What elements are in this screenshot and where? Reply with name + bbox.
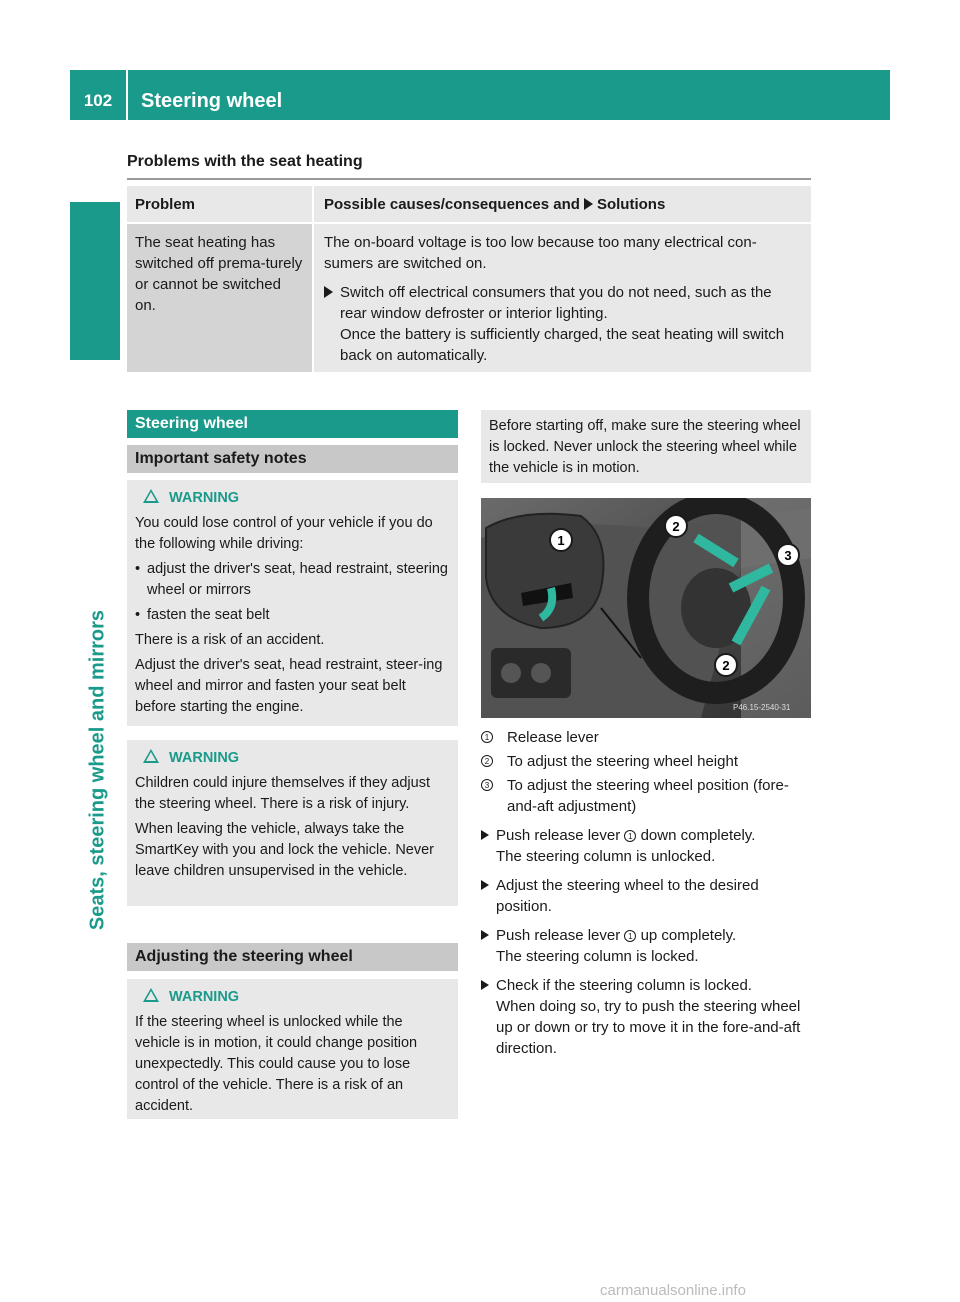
arrow-icon	[481, 880, 489, 890]
action-result: The steering column is locked.	[496, 948, 699, 965]
header-causes-text: Possible causes/consequences and	[324, 196, 580, 213]
number-circle-icon: 1	[481, 731, 493, 743]
warning-bullet: • adjust the driver's seat, head restraint, steering wheel or mirrors	[135, 559, 450, 601]
subsection-adjusting: Adjusting the steering wheel	[127, 943, 458, 971]
action-step	[481, 975, 811, 1059]
header-solutions-text: Solutions	[596, 196, 666, 213]
legend-text: To adjust the steering wheel height	[507, 753, 738, 770]
table-title: Problems with the seat heating	[127, 153, 363, 170]
header-separator	[126, 70, 128, 120]
warning-triangle-icon	[143, 988, 159, 1002]
warning-heading	[135, 987, 450, 1008]
table-rule	[127, 178, 811, 180]
solution-step	[324, 282, 801, 366]
callout-2-top-label: 2	[672, 519, 680, 534]
warning-box-3	[127, 979, 458, 1119]
step-result: Once the battery is sufficiently charged, the seat heating will switch back on automatically.	[340, 326, 785, 364]
figure-code: P46.15-2540-31	[733, 703, 791, 712]
warning-triangle-icon	[143, 749, 159, 763]
warning-heading	[135, 748, 450, 769]
arrow-icon	[324, 286, 333, 298]
step-text: Switch off electrical consumers that you do not need, such as the rear window defroster or interior lighting.	[340, 284, 772, 322]
action-step	[481, 875, 811, 917]
arrow-icon	[481, 980, 489, 990]
warning-box-2	[127, 740, 458, 906]
callout-3	[777, 544, 799, 566]
legend-item	[481, 727, 811, 748]
table-header-problem: Problem	[127, 186, 312, 222]
section-title: Steering wheel	[127, 410, 458, 438]
legend-text: Release lever	[507, 729, 599, 746]
warning-triangle-icon	[143, 489, 159, 503]
steering-wheel-illustration	[481, 498, 811, 718]
action-result: The steering column is unlocked.	[496, 848, 716, 865]
warning-text: If the steering wheel is unlocked while the vehicle is in motion, it could change position unexpectedly. This could cause you to lose control of the vehicle. There is a risk of an accident.	[135, 1014, 418, 1114]
warning-advice: Adjust the driver's seat, head restraint, steer-ing wheel and mirror and fasten your seat belt before starting the engine.	[135, 657, 443, 715]
cause-text: The on-board voltage is too low because too many electrical con-sumers are switched on.	[324, 234, 757, 272]
action-result: When doing so, try to push the steering wheel up or down or try to move it in the fore-and-aft direction.	[496, 998, 801, 1057]
page-number: 102	[83, 91, 113, 110]
number-circle-icon: 1	[624, 930, 636, 942]
number-circle-icon: 3	[481, 779, 493, 791]
callout-2-bottom-label: 2	[722, 658, 730, 673]
number-circle-icon: 2	[481, 755, 493, 767]
chapter-label-text: Seats, steering wheel and mirrors	[86, 609, 109, 931]
warning-box-1	[127, 480, 458, 726]
action-text: Push release lever	[496, 827, 621, 844]
warning-risk: There is a risk of an accident.	[135, 632, 325, 648]
warning-text: Children could injure themselves if they adjust the steering wheel. There is a risk of injury.	[135, 775, 430, 812]
arrow-icon	[584, 198, 593, 210]
figure-legend	[481, 727, 811, 1059]
action-step	[481, 825, 811, 867]
warning-bullet: • fasten the seat belt	[135, 605, 450, 626]
warning-intro: You could lose control of your vehicle if you do the following while driving:	[135, 515, 433, 552]
legend-item	[481, 751, 811, 772]
action-step	[481, 925, 811, 967]
warning-label: WARNING	[169, 750, 240, 766]
warning-advice: When leaving the vehicle, always take the SmartKey with you and lock the vehicle. Never leave children unsupervised in the vehicle.	[135, 821, 434, 879]
callout-2-top	[665, 515, 687, 537]
arrow-icon	[481, 830, 489, 840]
action-text: down completely.	[640, 827, 756, 844]
table-cell-solution	[314, 224, 811, 372]
callout-3-label: 3	[784, 548, 792, 563]
warning-label: WARNING	[169, 490, 240, 506]
footer-watermark[interactable]: carmanualsonline.info	[600, 1282, 746, 1299]
number-circle-icon: 1	[624, 830, 636, 842]
legend-text: To adjust the steering wheel position (fore-and-aft adjustment)	[507, 777, 789, 815]
page-title: Steering wheel	[141, 90, 283, 112]
arrow-icon	[481, 930, 489, 940]
action-text: up completely.	[640, 927, 737, 944]
subsection-safety-notes: Important safety notes	[127, 445, 458, 473]
chapter-tab	[70, 202, 120, 360]
action-text: Check if the steering column is locked.	[496, 977, 752, 994]
table-cell-problem: The seat heating has switched off prema-turely or cannot be switched on.	[127, 224, 312, 372]
callout-1-label: 1	[557, 533, 565, 548]
callout-1	[550, 529, 572, 551]
note-box: Before starting off, make sure the steering wheel is locked. Never unlock the steering wheel while the vehicle is in motion.	[481, 410, 811, 483]
steering-wheel-figure	[481, 498, 811, 718]
warning-label: WARNING	[169, 989, 240, 1005]
chapter-label	[73, 609, 123, 931]
action-text: Push release lever	[496, 927, 621, 944]
legend-item	[481, 775, 811, 817]
table-header-solutions	[314, 186, 811, 222]
warning-heading	[135, 488, 450, 509]
callout-2-bottom	[715, 654, 737, 676]
action-text: Adjust the steering wheel to the desired position.	[496, 877, 759, 915]
